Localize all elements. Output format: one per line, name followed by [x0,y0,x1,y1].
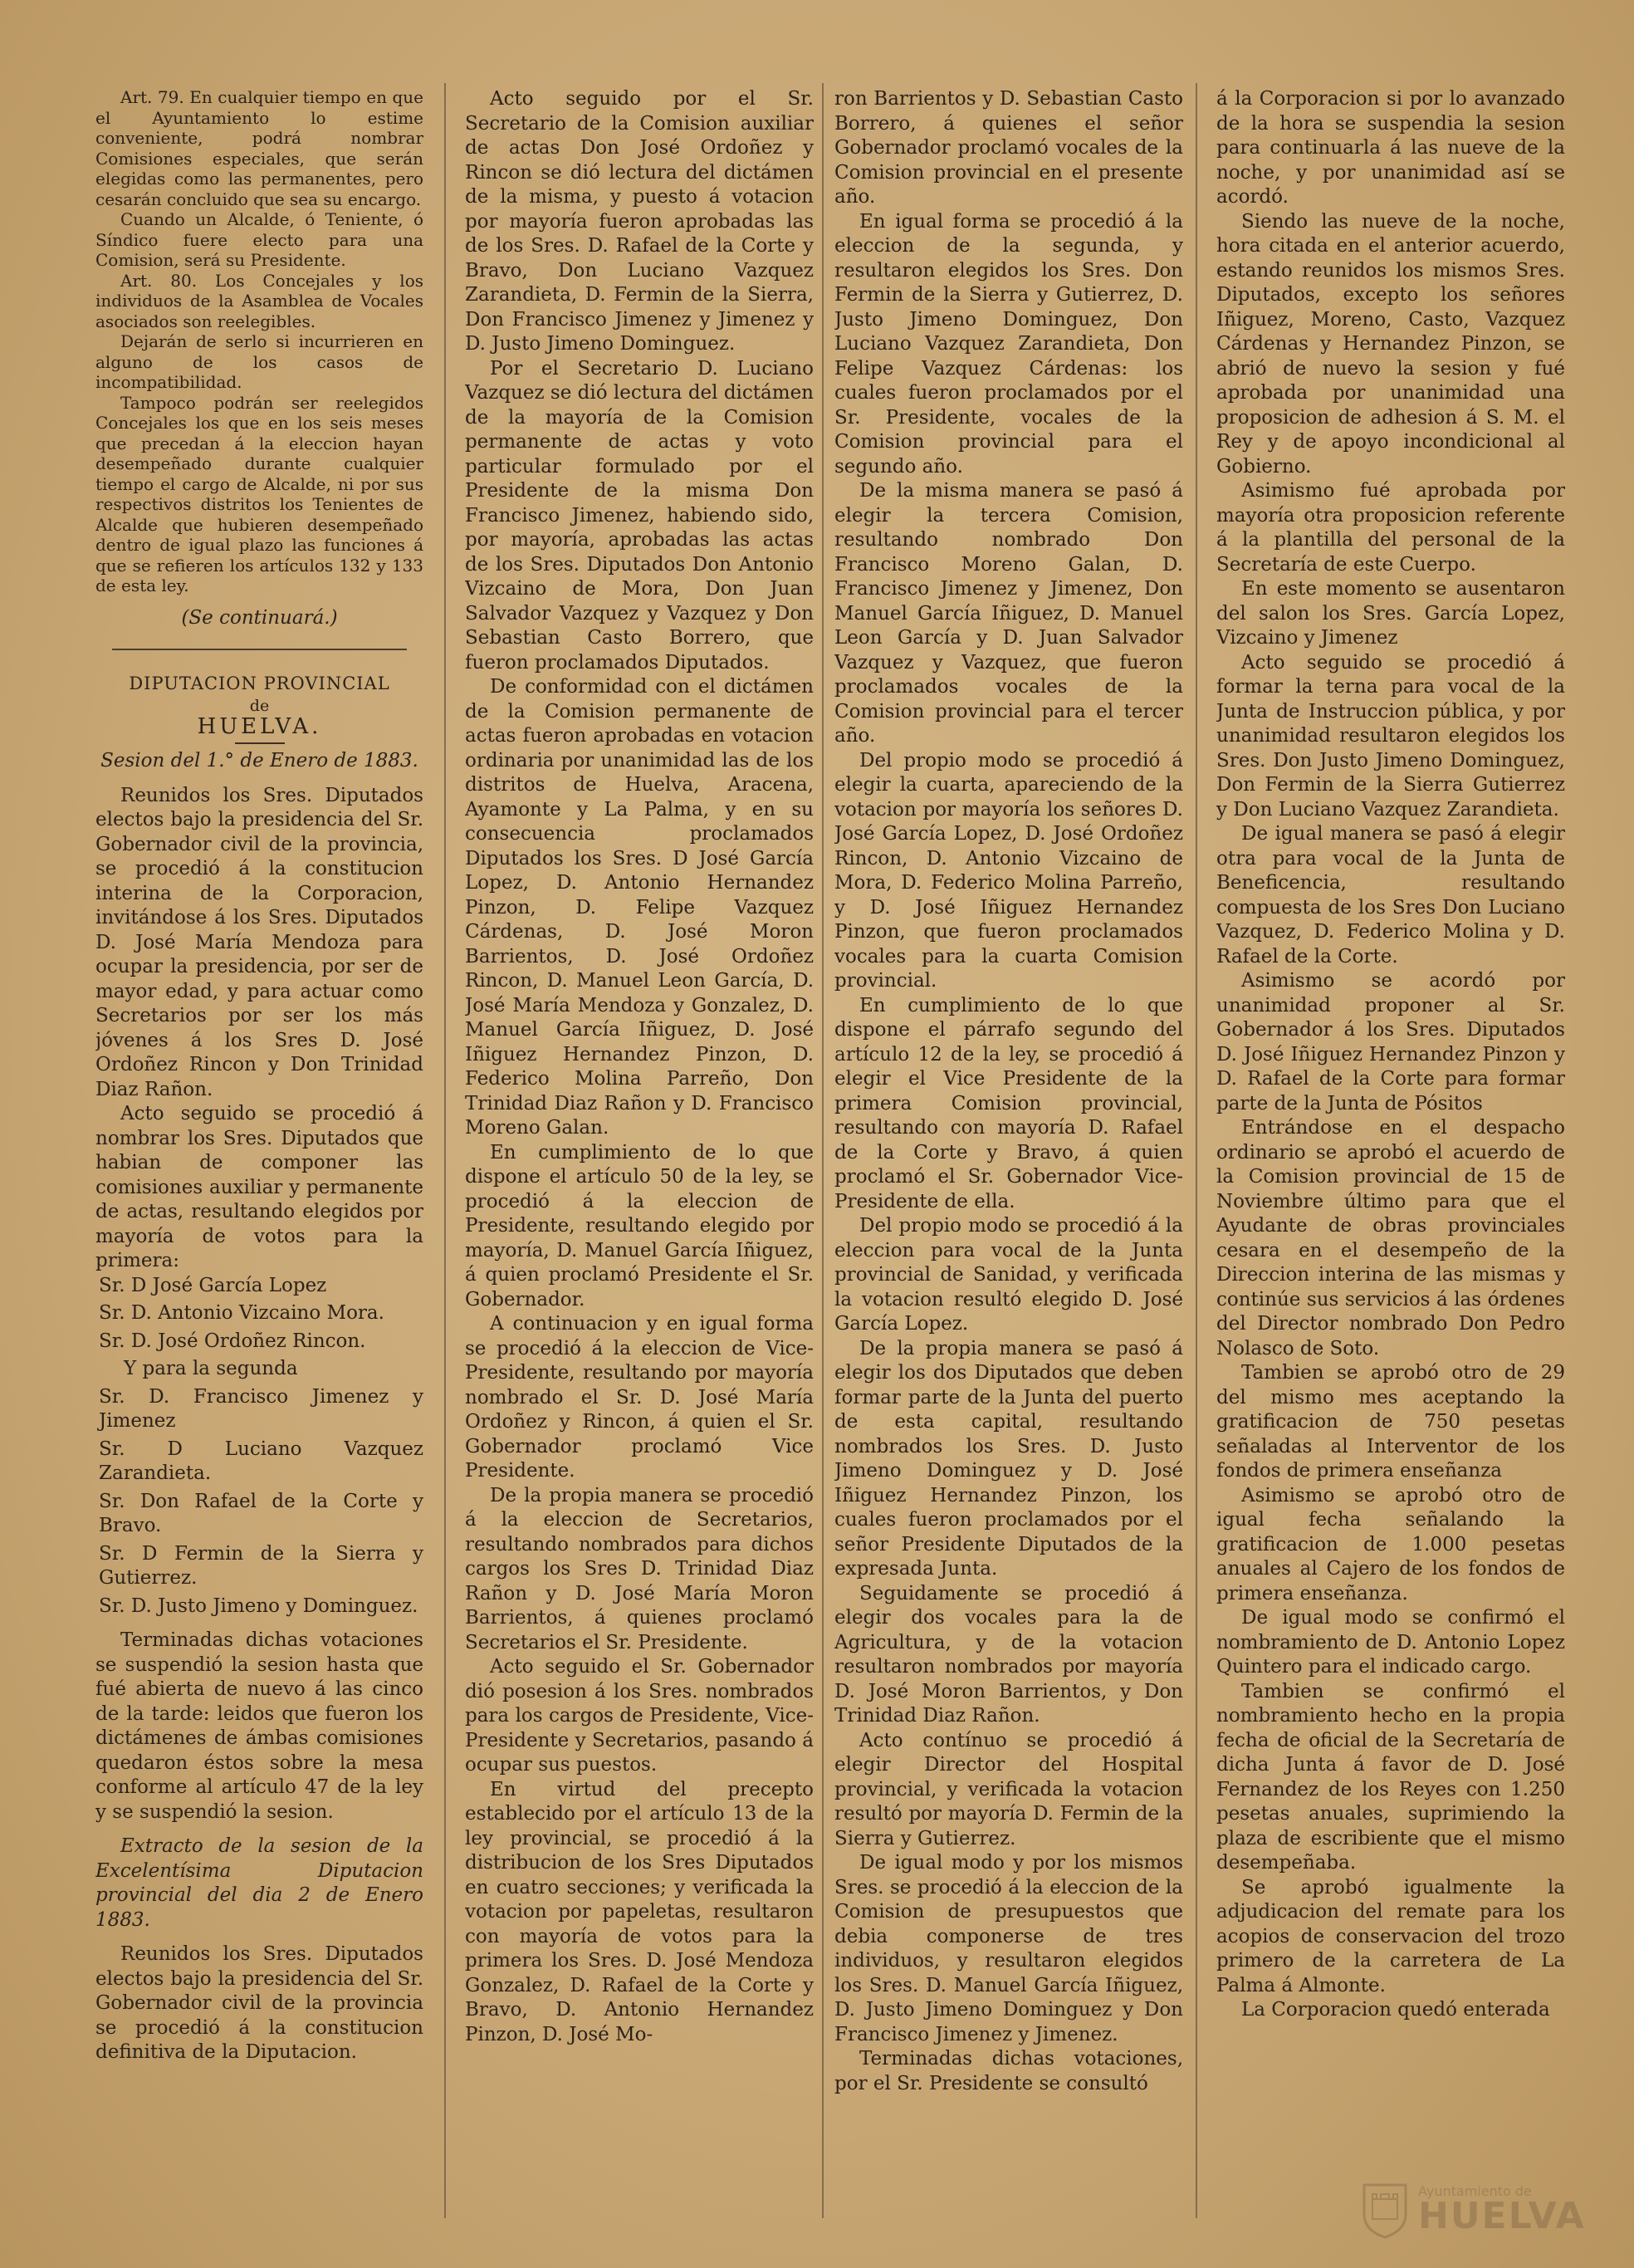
paragraph: Seguidamente se procedió á elegir dos vocales para la de Agricultura, y de la votacion resultaron nombrados por mayoría D. José Moron Barrientos, y Don Trinidad Diaz Rañon. [834,1582,1183,1727]
paragraph: De la propia manera se procedió á la eleccion de Secretarios, resultando nombrados para dichos cargos los Sres D. Trinidad Diaz Rañon y D. José María Moron Barrientos, á quienes proclamó Secretarios el Sr. Presidente. [465,1484,814,1653]
section-heading-de: de [249,696,270,715]
paragraph: Se aprobó igualmente la adjudicacion del remate para los acopios de conservacion del trozo primero de la carretera de La Palma á Almonte. [1216,1876,1565,1996]
section-heading-place: HUELVA. [197,713,322,739]
paragraph: Por el Secretario D. Luciano Vazquez se dió lectura del dictámen de la mayoría de la Comision permanente de actas y voto particular formulado por el Presidente de la misma Don Francisco Jimenez, habiendo sido, por mayoría, aprobadas las actas de los Sres. Diputados Don Antonio Vizcaino de Mora, Don Juan Salvador Vazquez y Vazquez y Don Sebastian Casto Borrero, que fueron proclamados Diputados. [465,357,814,674]
paragraph: Asimismo se acordó por unanimidad proponer al Sr. Gobernador á los Sres. Diputados D. José Iñiguez Hernandez Pinzon y D. Rafael de la Corte para formar parte de la Junta de Pósitos [1216,970,1565,1114]
paragraph: ron Barrientos y D. Sebastian Casto Borrero, á quienes el señor Gobernador proclamó vocales de la Comision provincial en el presente año. [834,88,1183,208]
paragraph: Asimismo fué aprobada por mayoría otra proposicion referente á la plantilla del personal de la Secretaría de este Cuerpo. [1216,480,1565,576]
paragraph: Del propio modo se procedió á elegir la cuarta, apareciendo de la votacion por mayoría los señores D. José García Lopez, D. José Ordoñez Rincon, D. Antonio Vizcaino de Mora, D. Federico Molina Parreño, y D. José Iñiguez Hernandez Pinzon, que fueron proclamados vocales para la cuarta Comision provincial. [834,749,1183,992]
watermark [1360,2177,1609,2243]
session-title-1: Sesion del 1.° de Enero de 1883. [100,750,418,772]
paragraph: Acto seguido por el Sr. Secretario de la Comision auxiliar de actas Don José Ordoñez y Rincon se dió lectura del dictámen de la misma, y puesto á votacion por mayoría fueron aprobadas las de los Sres. D. Rafael de la Corte y Bravo, Don Luciano Vazquez Zarandieta, D. Fermin de la Sierra, Don Francisco Jimenez y Jimenez y D. Justo Jimeno Dominguez. [465,88,814,355]
section-heading: DIPUTACION PROVINCIAL [129,674,390,693]
castle-shield-icon [1360,2181,1410,2239]
paragraph: Tambien se confirmó el nombramiento hecho en la propia fecha de oficial de la Secretaría de dicha Junta á favor de D. José Fernandez de los Reyes con 1.250 pesetas anuales, suprimiendo la plaza de escribiente que el mismo desempeñaba. [1216,1680,1565,1874]
column-divider [822,83,824,2218]
paragraph: De la propia manera se pasó á elegir los dos Diputados que deben formar parte de la Junta del puerto de esta capital, resultando nombrados los Sres. D. Justo Jimeno Dominguez y D. José Iñiguez Hernandez Pinzon, los cuales fueron proclamados por el señor Presidente Diputados de la expresada Junta. [834,1337,1183,1580]
list-item: Sr. D. Justo Jimeno y Dominguez. [99,1594,418,1617]
column-divider [444,83,446,2218]
acto-paragraph-1: Acto seguido se procedió á nombrar los Sres. Diputados que habian de componer las comisiones auxiliar y permanente de actas, resultando elegidos por mayoría de votos para la primera: [95,1103,423,1271]
paragraph: Acto seguido el Sr. Gobernador dió posesion á los Sres. nombrados para los cargos de Presidente, Vice-Presidente y Secretarios, pasando á ocupar sus puestos. [465,1656,814,1776]
paragraph: Del propio modo se procedió á la eleccion para vocal de la Junta provincial de Sanidad, y verificada la votacion resultó elegido D. José García Lopez. [834,1215,1183,1335]
paragraph: De igual modo se confirmó el nombramiento de D. Antonio Lopez Quintero para el indicado cargo. [1216,1607,1565,1678]
list-item: Sr. D. José Ordoñez Rincon. [99,1330,366,1352]
paragraph: La Corporacion quedó enterada [1241,1999,1550,2021]
list-item: Sr. D Fermin de la Sierra y Gutierrez. [99,1542,423,1589]
paragraph: Siendo las nueve de la noche, hora citada en el anterior acuerdo, estando reunidos los mismos Sres. Diputados, excepto los señores Iñiguez, Moreno, Casto, Vazquez Cárdenas y Hernandez Pinzon, se abrió de nuevo la sesion y fué aprobada por unanimidad una proposicion de adhesion á S. M. el Rey y de apoyo incondicional al Gobierno. [1216,210,1565,478]
list-item: Sr. D Luciano Vazquez Zarandieta. [99,1438,423,1484]
continuara-note: (Se continuará.) [181,606,338,629]
tampoco-paragraph: Tampoco podrán ser reelegidos Concejales los que en los seis meses que precedan á la eleccion hayan desempeñado durante cualquier tiempo el cargo de Alcalde, ni por sus respectivos distritos los Tenientes de Alcalde que hubieren desempeñado dentro de igual plazo las funciones á que se refieren los artículos 132 y 133 de esta ley. [95,392,423,595]
list-item: Y para la segunda [124,1358,298,1379]
art-79: Art. 79. En cualquier tiempo en que el Ayuntamiento lo estime conveniente, podrá nombrar Comisiones especiales, que serán elegidas como las permanentes, pero cesarán concluido que sea su encargo. [95,87,423,209]
paragraph: En este momento se ausentaron del salon los Sres. García Lopez, Vizcaino y Jimenez [1216,578,1565,649]
list-item: Sr. D. Antonio Vizcaino Mora. [99,1302,384,1324]
paragraph: Tambien se aprobó otro de 29 del mismo mes aceptando la gratificacion de 750 pesetas señaladas al Interventor de los fondos de primera enseñanza [1216,1362,1565,1482]
terminadas-paragraph: Terminadas dichas votaciones se suspendió la sesion hasta que fué abierta de nuevo á las cinco de la tarde: leidos que fueron los dictámenes de ámbas comisiones quedaron éstos sobre la mesa conforme al artículo 47 de la ley y se suspendió la sesion. [95,1629,423,1823]
paragraph: á la Corporacion si por lo avanzado de la hora se suspendia la sesion para continuarla á las nueve de la noche, y por unanimidad así se acordó. [1216,88,1565,208]
alcalde-paragraph: Cuando un Alcalde, ó Teniente, ó Síndico fuere electo para una Comision, será su Presidente. [95,209,423,270]
paragraph: En virtud del precepto establecido por el artículo 13 de la ley provincial, se procedió á la distribucion de los Sres Diputados en cuatro secciones; y verificada la votacion por papeletas, resultaron con mayoría de votos para la primera los Sres. D. José Mendoza Gonzalez, D. Rafael de la Corte y Bravo, D. Antonio Hernandez Pinzon, D. José Mo- [465,1778,814,2045]
paragraph: De igual modo y por los mismos Sres. se procedió á la eleccion de la Comision de presupuestos que debia componerse de tres individuos, y resultaron elegidos los Sres. D. Manuel García Iñiguez, D. Justo Jimeno Dominguez y Don Francisco Jimenez y Jimenez. [834,1852,1183,2045]
column-4 [1216,87,1565,2235]
paragraph: Acto contínuo se procedió á elegir Director del Hospital provincial, y verificada la votacion resultó por mayoría D. Fermin de la Sierra y Gutierrez. [834,1729,1183,1849]
list-item: Sr. D. Francisco Jimenez y Jimenez [99,1385,423,1432]
paragraph: En cumplimiento de lo que dispone el párrafo segundo del artículo 12 de la ley, se procedió á elegir el Vice Presidente de la primera Comision provincial, resultando con mayoría D. Rafael de la Corte y Bravo, á quien proclamó el Sr. Gobernador Vice-Presidente de ella. [834,994,1183,1212]
section-rule [112,649,407,650]
column-1 [95,87,423,2235]
paragraph: En igual forma se procedió á la eleccion de la segunda, y resultaron elegidos los Sres. Don Fermin de la Sierra y Gutierrez, D. Justo Jimeno Dominguez, Don Luciano Vazquez Zarandieta, Don Felipe Vazquez Cárdenas: los cuales fueron proclamados por el Sr. Presidente, vocales de la Comision provincial para el segundo año. [834,210,1183,478]
heading-rule [235,742,285,744]
extracto-title: Extracto de la sesion de la Excelentísima Diputacion provincial del dia 2 de Enero 1883. [95,1835,423,1931]
column-divider [1196,83,1197,2218]
column-2 [465,87,814,2235]
list-item: Sr. Don Rafael de la Corte y Bravo. [99,1490,423,1536]
elected-list [95,1274,423,1619]
paragraph: Terminadas dichas votaciones, por el Sr. Presidente se consultó [834,2048,1183,2094]
paragraph: De conformidad con el dictámen de la Comision permanente de actas fueron aprobadas en votacion ordinaria por unanimidad las de los distritos de Huelva, Aracena, Ayamonte y La Palma, y en su consecuencia proclamados Diputados los Sres. D José García Lopez, D. Antonio Hernandez Pinzon, D. Felipe Vazquez Cárdenas, D. José Moron Barrientos, D. José Ordoñez Rincon, D. Manuel Leon García, D. José María Mendoza y Gonzalez, D. Manuel García Iñiguez, D. José Iñiguez Hernandez Pinzon, D. Federico Molina Parreño, Don Trinidad Diaz Rañon y D. Francisco Moreno Galan. [465,676,814,1139]
paragraph: De la misma manera se pasó á elegir la tercera Comision, resultando nombrado Don Francisco Moreno Galan, D. Francisco Jimenez y Jimenez, Don Manuel García Iñiguez, D. Manuel Leon García y D. Juan Salvador Vazquez y Vazquez, que fueron proclamados vocales de la Comision provincial para el tercer año. [834,480,1183,747]
list-item: Sr. D José García Lopez [99,1274,327,1296]
reunidos-paragraph-1: Reunidos los Sres. Diputados electos bajo la presidencia del Sr. Gobernador civil de la provincia, se procedió á la constitucion interina de la Corporacion, invitándose á los Sres. Diputados D. José María Mendoza para ocupar la presidencia, por ser de mayor edad, y para actuar como Secretarios por ser los más jóvenes á los Sres D. José Ordoñez Rincon y Don Trinidad Diaz Rañon. [95,784,423,1100]
paragraph: A continuacion y en igual forma se procedió á la eleccion de Vice-Presidente, resultando por mayoría nombrado el Sr. D. José María Ordoñez y Rincon, á quien el Sr. Gobernador proclamó Vice Presidente. [465,1313,814,1482]
column-3 [834,87,1183,2235]
reunidos-paragraph-2: Reunidos los Sres. Diputados electos bajo la presidencia del Sr. Gobernador civil de la provincia se procedió á la constitucion definitiva de la Diputacion. [95,1943,423,2063]
dejaran-paragraph: Dejarán de serlo si incurrieren en alguno de los casos de incompatibilidad. [95,331,423,392]
paragraph: De igual manera se pasó á elegir otra para vocal de la Junta de Beneficencia, resultando compuesta de los Sres Don Luciano Vazquez, D. Federico Molina y D. Rafael de la Corte. [1216,823,1565,967]
watermark-top: Ayuntamiento de [1418,2183,1532,2199]
paragraph: Asimismo se aprobó otro de igual fecha señalando la gratificacion de 1.000 pesetas anuales al Cajero de los fondos de primera enseñanza. [1216,1484,1565,1604]
paragraph: Acto seguido se procedió á formar la terna para vocal de la Junta de Instruccion pública, y por unanimidad resultaron elegidos los Sres. Don Justo Jimeno Dominguez, Don Fermin de la Sierra Gutierrez y Don Luciano Vazquez Zarandieta. [1216,651,1565,820]
paragraph: Entrándose en el despacho ordinario se aprobó el acuerdo de la Comision provincial de 15 de Noviembre último para que el Ayudante de obras provinciales cesara en el desempeño de la Direccion interina de las mismas y continúe sus servicios á las órdenes del Director nombrado Don Pedro Nolasco de Soto. [1216,1117,1565,1359]
watermark-big: HUELVA [1418,2195,1586,2237]
paragraph: En cumplimiento de lo que dispone el artículo 50 de la ley, se procedió á la eleccion de Presidente, resultando elegido por mayoría, D. Manuel García Iñiguez, á quien proclamó Presidente el Sr. Gobernador. [465,1141,814,1310]
art-80: Art. 80. Los Concejales y los individuos de la Asamblea de Vocales asociados son reelegibles. [95,270,423,331]
